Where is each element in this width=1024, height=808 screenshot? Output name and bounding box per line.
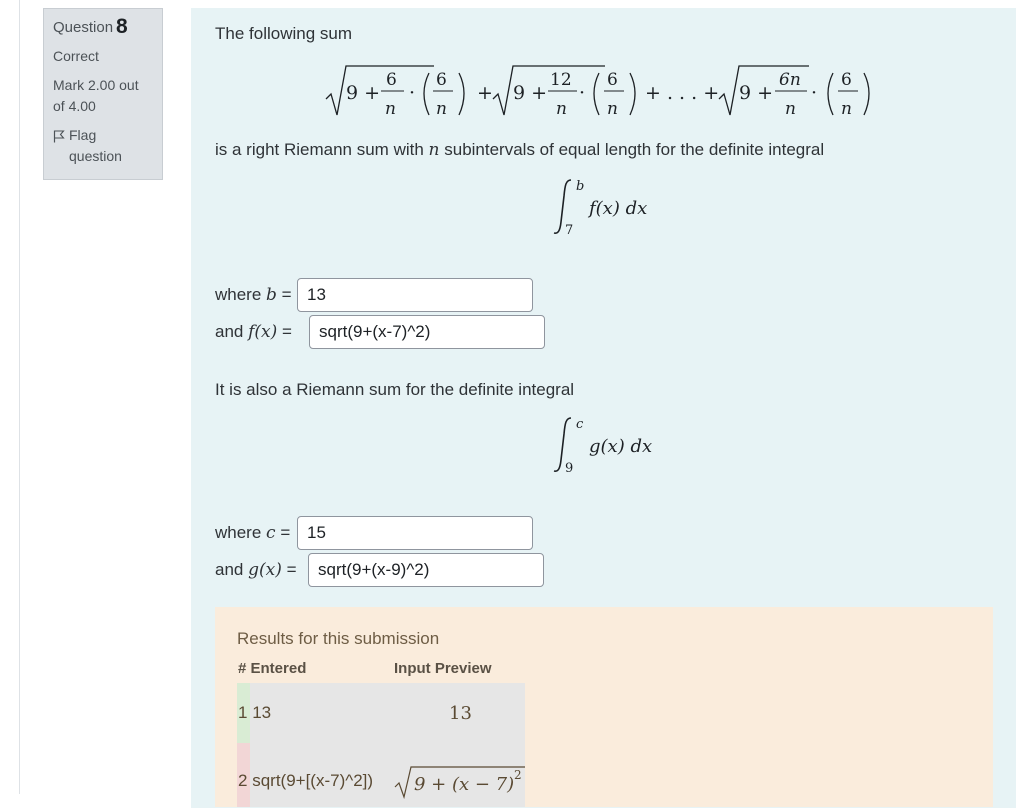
g-var: g(x) (248, 560, 282, 580)
question-content (191, 8, 1016, 808)
table-row-1 (238, 703, 271, 723)
int1-integrand: f(x) dx (589, 198, 648, 219)
results-panel (215, 607, 993, 807)
dot-1: · (409, 82, 416, 104)
term2-num: 12 (550, 70, 572, 90)
int1-lower: 7 (565, 223, 574, 238)
term2-nine-plus: 9 + (513, 82, 548, 104)
f-label (215, 322, 292, 342)
intro-text: The following sum (215, 24, 353, 43)
integral-g (549, 414, 689, 478)
question-grade: Mark 2.00 out of 4.00 (53, 77, 139, 114)
row2-preview-exp: 2 (514, 768, 522, 782)
f-label-pre: and (215, 322, 244, 341)
also-text: It is also a Riemann sum for the definite integral (215, 380, 575, 399)
riemann-description (215, 140, 824, 160)
table-row-2 (238, 771, 373, 791)
g-answer-input[interactable] (308, 553, 544, 587)
b-label (215, 285, 292, 305)
question-status: Correct (53, 48, 99, 64)
b-equals: = (281, 285, 292, 304)
term1-num: 6 (386, 70, 397, 90)
int1-upper: b (576, 179, 585, 194)
c-label (215, 523, 290, 543)
weightn-num: 6 (841, 70, 852, 90)
termn-den: n (785, 99, 796, 119)
row2-preview-inner: 9 + (x − 7) (414, 774, 515, 795)
question-label: Question (53, 19, 114, 36)
results-table (237, 683, 525, 807)
riemann-text-2: subintervals of equal length for the definite integral (444, 140, 825, 159)
weight1-num: 6 (436, 70, 447, 90)
weight1-den: n (436, 99, 447, 119)
question-info-panel (43, 8, 163, 180)
riemann-var: n (428, 140, 440, 160)
question-number-value: 8 (116, 15, 128, 38)
int2-integrand: g(x) dx (589, 436, 653, 457)
dot-2: · (579, 82, 586, 104)
row1-entered: 13 (252, 703, 272, 722)
dot-3: · (811, 82, 818, 104)
int2-upper: c (576, 417, 584, 432)
f-answer-input[interactable] (309, 315, 545, 349)
c-equals: = (280, 523, 291, 542)
col-entered-header: # Entered (238, 660, 307, 677)
riemann-text-1: is a right Riemann sum with (215, 140, 424, 159)
term2-den: n (556, 99, 567, 119)
term1-den: n (385, 99, 396, 119)
col-preview-header: Input Preview (394, 660, 492, 677)
b-var: b (266, 285, 277, 305)
weightn-den: n (841, 99, 852, 119)
c-answer-input[interactable] (297, 516, 533, 550)
termn-num: 6n (779, 70, 801, 90)
c-var: c (266, 523, 276, 543)
flag-icon (53, 130, 65, 143)
g-label (215, 560, 297, 580)
row2-num: 2 (238, 771, 248, 790)
b-label-pre: where (215, 285, 262, 304)
f-equals: = (282, 322, 292, 341)
g-label-pre: and (215, 560, 244, 579)
term1-nine-plus: 9 + (346, 82, 381, 104)
row1-preview: 13 (449, 703, 472, 724)
results-title: Results for this submission (237, 629, 440, 648)
b-answer-input[interactable] (297, 278, 533, 312)
int2-lower: 9 (565, 461, 574, 476)
plus-1: + (477, 82, 493, 104)
page-left-border (19, 0, 20, 794)
g-equals: = (286, 560, 297, 579)
row2-entered: sqrt(9+[(x-7)^2]) (252, 771, 374, 790)
weight2-den: n (607, 99, 618, 119)
ellipsis: + . . . + (645, 82, 720, 104)
f-var: f(x) (248, 322, 278, 342)
integral-f (549, 176, 689, 240)
c-label-pre: where (215, 523, 262, 542)
flag-question-link[interactable] (53, 125, 153, 167)
riemann-sum-formula (321, 63, 961, 123)
termn-nine-plus: 9 + (739, 82, 774, 104)
flag-label: Flag question (69, 127, 122, 164)
row1-num: 1 (238, 703, 248, 722)
weight2-num: 6 (607, 70, 618, 90)
question-number (53, 15, 153, 38)
